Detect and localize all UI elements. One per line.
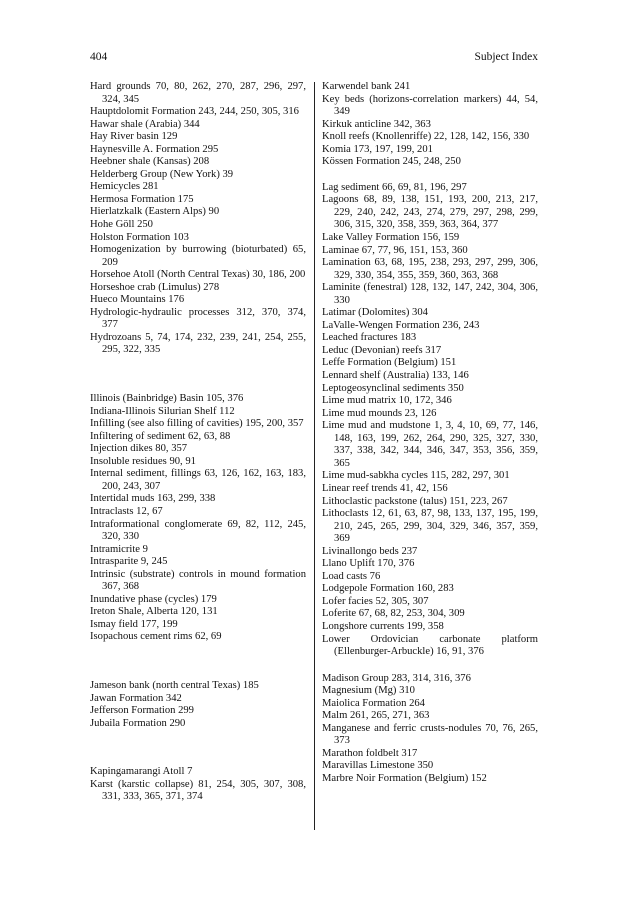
index-group-h	[90, 81, 306, 357]
index-entry: Load casts 76	[322, 570, 381, 582]
index-entry: Maiolica Formation 264	[322, 697, 425, 709]
index-entry: Haynesville A. Formation 295	[90, 143, 219, 155]
index-entry: Lofer facies 52, 305, 307	[322, 595, 429, 607]
index-entry: Lamination 63, 68, 195, 238, 293, 297, 299, 306, 329, 330, 354, 355, 359, 360, 363, 368	[322, 257, 538, 281]
index-entry: Intraformational conglomerate 69, 82, 112, 245, 320, 330	[90, 518, 306, 543]
index-entry: Hemicycles 281	[90, 181, 159, 193]
index-group-j	[90, 680, 306, 730]
index-column-right	[322, 81, 538, 786]
index-entry: Jubaila Formation 290	[90, 717, 186, 729]
index-entry: Kirkuk anticline 342, 363	[322, 118, 431, 130]
index-entry: Hueco Mountains 176	[90, 294, 185, 306]
index-entry: Lower Ordovician carbonate platform (Ellenburger-Arbuckle) 16, 91, 376	[322, 633, 538, 658]
index-group-l	[322, 182, 538, 659]
index-entry: Jawan Formation 342	[90, 692, 182, 704]
index-entry: Laminae 67, 77, 96, 151, 153, 360	[322, 244, 468, 256]
index-entry: Indiana-Illinois Silurian Shelf 112	[90, 405, 235, 417]
index-entry: Karst (karstic collapse) 81, 254, 305, 307, 308, 331, 333, 365, 371, 374	[90, 778, 306, 803]
index-group-i	[90, 393, 306, 644]
index-entry: Knoll reefs (Knollenriffe) 22, 128, 142, 156, 330	[322, 131, 530, 143]
index-entry: Intertidal muds 163, 299, 338	[90, 493, 216, 505]
index-entry: Leduc (Devonian) reefs 317	[322, 344, 442, 356]
index-entry: Lithoclastic packstone (talus) 151, 223, 267	[322, 495, 508, 507]
index-entry: Hawar shale (Arabia) 344	[90, 118, 200, 130]
index-entry: Llano Uplift 170, 376	[322, 558, 415, 570]
page-header	[90, 51, 538, 67]
running-title: Subject Index	[474, 51, 538, 63]
page-number: 404	[90, 51, 108, 63]
index-entry: Linear reef trends 41, 42, 156	[322, 482, 448, 494]
index-entry: Lime mud matrix 10, 172, 346	[322, 395, 452, 407]
index-entry: Hermosa Formation 175	[90, 193, 194, 205]
index-entry: Isopachous cement rims 62, 69	[90, 631, 222, 643]
index-entry: Manganese and ferric crusts-nodules 70, 76, 265, 373	[322, 722, 538, 747]
index-entry: Hauptdolomit Formation 243, 244, 250, 305, 316	[90, 106, 299, 118]
index-entry: Infiltering of sediment 62, 63, 88	[90, 430, 231, 442]
index-entry: Hard grounds 70, 80, 262, 270, 287, 296, 297, 324, 345	[90, 81, 306, 105]
index-entry: Jefferson Formation 299	[90, 705, 194, 717]
index-entry: Intrinsic (substrate) controls in mound formation 367, 368	[90, 568, 306, 593]
index-entry: Karwendel bank 241	[322, 81, 411, 92]
index-entry: Horsehoe Atoll (North Central Texas) 30, 186, 200	[90, 269, 306, 281]
index-entry: Insoluble residues 90, 91	[90, 455, 196, 467]
index-entry: Komia 173, 197, 199, 201	[322, 143, 433, 155]
index-entry: Marbre Noir Formation (Belgium) 152	[322, 772, 487, 784]
index-entry: Lime mud and mudstone 1, 3, 4, 10, 69, 77, 146, 148, 163, 199, 262, 264, 290, 325, 327, 330, 337, 338, 342, 344, 346, 347, 353, 356, 359, 365	[322, 420, 538, 469]
index-entry: Leached fractures 183	[322, 332, 417, 344]
index-entry: Heebner shale (Kansas) 208	[90, 156, 210, 168]
index-entry: Loferite 67, 68, 82, 253, 304, 309	[322, 608, 465, 620]
index-entry: Lithoclasts 12, 61, 63, 87, 98, 133, 137, 195, 199, 210, 245, 265, 299, 304, 329, 346, 357, 359, 369	[322, 508, 538, 545]
index-entry: Livinallongo beds 237	[322, 545, 418, 557]
index-entry: Lag sediment 66, 69, 81, 196, 297	[322, 181, 467, 193]
index-entry: Holston Formation 103	[90, 231, 189, 243]
index-entry: Hohe Göll 250	[90, 219, 153, 231]
index-entry: Maravillas Limestone 350	[322, 760, 434, 772]
index-entry: Lime mud mounds 23, 126	[322, 407, 437, 419]
index-entry: Lodgepole Formation 160, 283	[322, 583, 454, 595]
index-entry: Jameson bank (north central Texas) 185	[90, 679, 259, 691]
index-entry: Madison Group 283, 314, 316, 376	[322, 672, 471, 684]
index-entry: Marathon foldbelt 317	[322, 747, 418, 759]
index-entry: Laminite (fenestral) 128, 132, 147, 242, 304, 306, 330	[322, 282, 538, 306]
index-entry: Leffe Formation (Belgium) 151	[322, 357, 457, 369]
index-entry: Kössen Formation 245, 248, 250	[322, 156, 461, 168]
index-entry: Helderberg Group (New York) 39	[90, 168, 234, 180]
index-entry: Injection dikes 80, 357	[90, 443, 188, 455]
index-entry: Hierlatzkalk (Eastern Alps) 90	[90, 206, 220, 218]
index-entry: Internal sediment, fillings 63, 126, 162, 163, 183, 200, 243, 307	[90, 468, 306, 492]
index-entry: Lagoons 68, 89, 138, 151, 193, 200, 213, 217, 229, 240, 242, 243, 274, 279, 297, 298, 299, 306, 315, 320, 358, 359, 363, 364, 377	[322, 194, 538, 231]
index-entry: Intraclasts 12, 67	[90, 505, 163, 517]
column-divider	[314, 82, 315, 830]
index-group-k	[90, 766, 306, 804]
index-entry: Lennard shelf (Australia) 133, 146	[322, 370, 469, 382]
index-entry: Leptogeosynclinal sediments 350	[322, 382, 464, 394]
index-entry: Hydrologic-hydraulic processes 312, 370, 374, 377	[90, 306, 306, 331]
index-entry: Intramicrite 9	[90, 543, 148, 555]
index-entry: Ismay field 177, 199	[90, 618, 178, 630]
index-entry: Intrasparite 9, 245	[90, 556, 168, 568]
index-entry: Homogenization by burrowing (bioturbated) 65, 209	[90, 244, 306, 268]
index-entry: Inundative phase (cycles) 179	[90, 593, 217, 605]
index-group-k-continued	[322, 81, 538, 169]
index-entry: LaValle-Wengen Formation 236, 243	[322, 319, 480, 331]
index-entry: Hydrozoans 5, 74, 174, 232, 239, 241, 254, 255, 295, 322, 335	[90, 331, 306, 356]
index-entry: Magnesium (Mg) 310	[322, 685, 415, 697]
index-entry: Malm 261, 265, 271, 363	[322, 710, 430, 722]
index-entry: Horseshoe crab (Limulus) 278	[90, 281, 220, 293]
index-entry: Kapingamarangi Atoll 7	[90, 766, 193, 778]
index-entry: Ireton Shale, Alberta 120, 131	[90, 606, 218, 618]
index-entry: Lake Valley Formation 156, 159	[322, 232, 460, 244]
index-column-left	[90, 81, 306, 804]
index-entry: Latimar (Dolomites) 304	[322, 307, 428, 319]
index-entry: Illinois (Bainbridge) Basin 105, 376	[90, 393, 244, 405]
index-entry: Key beds (horizons-correlation markers) 44, 54, 349	[322, 93, 538, 118]
index-entry: Hay River basin 129	[90, 131, 178, 143]
index-entry: Longshore currents 199, 358	[322, 620, 444, 632]
index-group-m	[322, 673, 538, 786]
index-entry: Infilling (see also filling of cavities) 195, 200, 357	[90, 418, 304, 430]
index-entry: Lime mud-sabkha cycles 115, 282, 297, 301	[322, 470, 510, 482]
